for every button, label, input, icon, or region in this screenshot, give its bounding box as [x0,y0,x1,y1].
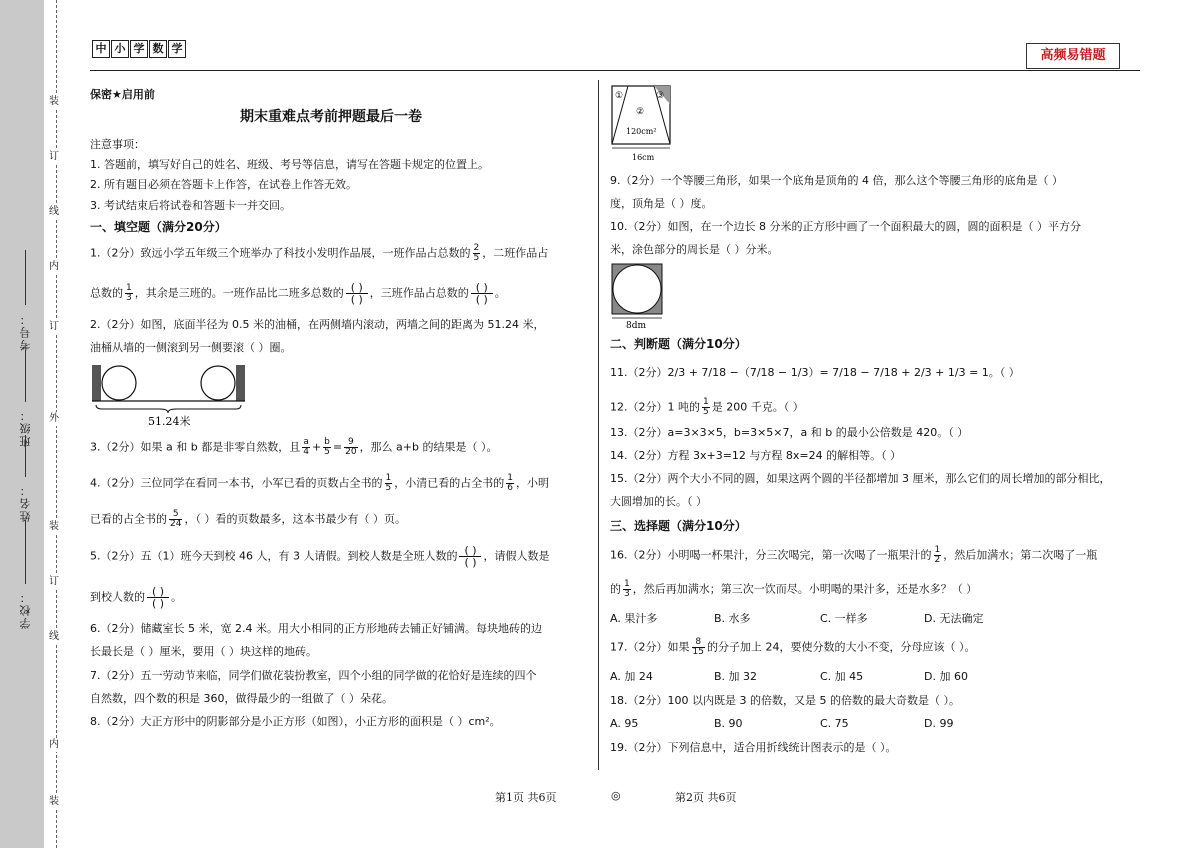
choice-option[interactable]: C. 75 [820,717,849,730]
fraction [323,438,331,457]
question-19: 19.（2分）下列信息中，适合用折线统计图表示的是（ ）。 [610,741,897,754]
name-line[interactable] [25,435,27,477]
side-length-label: 8dm [626,321,647,330]
denominator: 3 [624,589,630,599]
binding-mark: 外 [49,413,59,424]
question-5-line1 [90,545,549,568]
question-5-line2 [90,586,182,609]
inscribed-circle [613,265,661,313]
drum-end [201,366,235,400]
binding-mark: 内 [49,261,59,272]
section-judgement: 二、判断题（满分10分） [610,337,747,351]
page-number-right: 第2页 共6页 [675,791,737,804]
footer-mark: ◎ [611,789,621,802]
binding-mark: 装 [49,796,59,807]
left-column [90,0,595,848]
numerator: 1 [126,283,132,293]
choice-option[interactable]: C. 加 45 [820,670,864,683]
numerator-blank[interactable]: ( ) [459,545,481,557]
denominator: 5 [703,407,709,417]
question-14: 14.（2分）方程 3x+3=12 与方程 8x=24 的解相等。（ ） [610,449,902,462]
q1-text: ，三班作品占总数的 [369,286,469,300]
answer-blank-fraction[interactable] [459,545,481,568]
school-label: 学校： [19,590,32,629]
question-13: 13.（2分）a=3×3×5，b=3×5×7，a 和 b 的最小公倍数是 420。（ ） [610,426,969,439]
question-10-line2: 米，涂色部分的周长是（ ）分米。 [610,243,779,256]
region-3-label: ③ [656,91,665,101]
denominator: 20 [345,447,357,457]
logo-char: 中 [92,40,110,58]
numerator: 1 [624,579,630,589]
choice-option[interactable]: D. 99 [924,717,954,730]
question-1-line1 [90,244,548,263]
denominator-blank[interactable]: ( ) [350,293,363,306]
page-title: 期末重难点考前押题最后一卷 [240,109,422,125]
logo-char: 小 [111,40,129,58]
numerator: 5 [169,510,182,520]
fraction [692,638,705,657]
denominator: 5 [324,447,330,457]
q11-number: 11.（2分） [610,366,668,379]
right-column [610,0,1145,848]
notes-title: 注意事项： [90,138,145,151]
note-item: 2. 所有题目必须在答题卡上作答，在试卷上作答无效。 [90,178,357,191]
answer-blank-fraction[interactable] [471,282,493,305]
logo-char: 学 [130,40,148,58]
question-7-line2: 自然数，四个数的积是 360，做得最少的一组做了（ ）朵花。 [90,692,393,705]
numerator: 1 [507,473,513,483]
q1-text: 总数的 [90,286,123,300]
logo-char: 学 [168,40,186,58]
question-9-line2: 度，顶角是（ ）度。 [610,197,713,210]
note-item: 1. 答题前，填写好自己的姓名、班级、考号等信息，请写在答题卡规定的位置上。 [90,158,489,171]
fraction [473,244,481,263]
question-8: 8.（2分）大正方形中的阴影部分是小正方形（如图），小正方形的面积是（ ）cm²。 [90,715,501,728]
fraction [506,474,514,493]
question-2-line2: 油桶从墙的一侧滚到另一侧要滚（ ）圈。 [90,341,292,354]
numerator: 1 [934,545,941,555]
answer-blank-fraction[interactable] [346,282,368,305]
exam-number-label: 考号： [19,312,32,351]
column-divider [598,80,599,770]
numerator: 8 [692,638,705,648]
question-16-line1 [610,546,1097,565]
binding-mark: 订 [49,321,59,332]
figure-squares [610,84,680,164]
q5-text: 。 [171,590,182,604]
left-wall [92,365,101,401]
question-11 [610,366,1020,380]
question-9-line1: 9.（2分）一个等腰三角形，如果一个底角是顶角的 4 倍，那么这个等腰三角形的底角是（ ） [610,174,1063,187]
denominator-blank[interactable]: ( ) [151,597,165,610]
q16-text: 的 [610,582,621,596]
distance-label: 51.24米 [148,415,191,428]
numerator: 2 [473,243,480,253]
numerator-blank[interactable]: ( ) [346,282,368,294]
right-wall [236,365,245,401]
q1-text: 1.（2分）致远小学五年级三个班举办了科技小发明作品展，一班作品占总数的 [90,246,471,260]
choice-option[interactable]: D. 无法确定 [924,612,984,625]
q4-text: ，小明 [515,476,549,490]
question-12 [610,398,804,417]
class-line[interactable] [25,350,27,402]
question-6-line2: 长最长是（ ）厘米，要用（ ）块这样的地砖。 [90,645,317,658]
choice-option[interactable]: A. 果汁多 [610,612,658,625]
q16-text: ，然后加满水；第二次喝了一瓶 [943,548,1098,562]
fraction [169,510,182,529]
binding-mark: 装 [49,96,59,107]
drum-start [102,366,136,400]
choice-option[interactable]: A. 加 24 [610,670,653,683]
choice-option[interactable]: B. 水多 [714,612,751,625]
school-line[interactable] [25,520,27,584]
denominator: 24 [170,519,182,529]
binding-mark: 订 [49,151,59,162]
fraction [702,398,710,417]
distance-brace [96,405,241,413]
choice-option[interactable]: B. 加 32 [714,670,758,683]
q5-text: ，请假人数是 [483,549,550,563]
figure-circle-in-square [610,262,670,330]
question-15-line1: 15.（2分）两个大小不同的圆，如果这两个圆的半径都增加 3 厘米，那么它们的周长增加的部分相比， [610,472,1111,485]
q5-text: 5.（2分）五（1）班今天到校 46 人，有 3 人请假。到校人数是全班人数的 [90,549,458,563]
q4-text: ，（ ）看的页数最多，这本书最少有（ ）页。 [184,512,406,526]
q4-text: 4.（2分）三位同学在看同一本书，小军已看的页数占全书的 [90,476,383,490]
numerator: 1 [385,473,392,483]
denominator: 15 [692,647,704,657]
fraction [385,474,393,493]
denominator: 5 [385,483,392,493]
question-17 [610,638,975,657]
question-4-line2 [90,510,406,529]
frequent-error-badge: 高频易错题 [1026,43,1120,69]
q1-text: ，其余是三班的。一班作品比二班多总数的 [134,286,344,300]
answer-blank-fraction[interactable] [147,586,169,609]
q12-text: 是 200 千克。（ ） [711,400,804,414]
page-number-left: 第1页 共6页 [495,791,557,804]
region-1-label: ① [615,91,624,101]
numerator: 9 [344,438,357,448]
choice-option[interactable]: C. 一样多 [820,612,868,625]
binding-mark: 装 [49,521,59,532]
question-16-line2 [610,580,977,599]
q1-text: 。 [494,286,506,300]
binding-mark: 线 [49,206,59,217]
denominator: 6 [507,483,513,493]
fraction [125,284,133,303]
question-2-line1: 2.（2分）如图，底面半径为 0.5 米的油桶，在两侧墙内滚动，两墙之间的距离为 51.24 米， [90,318,545,331]
q12-text: 12.（2分）1 吨的 [610,400,700,414]
q1-text: ，二班作品占 [482,246,549,260]
fraction [623,580,631,599]
binding-mark: 线 [49,631,59,642]
question-7-line1: 7.（2分）五一劳动节来临，同学们做花装扮教室，四个小组的同学做的花恰好是连续的四个 [90,669,537,682]
q11-expression: 2/3 + 7/18 −（7/18 − 1/3）= 7/18 − 7/18 + 2/3 + 1/3 = 1。（ ） [667,366,1020,379]
numerator: b [324,437,330,447]
question-18: 18.（2分）100 以内既是 3 的倍数，又是 5 的倍数的最大奇数是（ ）。 [610,694,960,707]
section-fill-blank: 一、填空题（满分20分） [90,220,227,234]
q17-text: 17.（2分）如果 [610,640,690,654]
q16-text: ，然后再加满水；第三次一饮而尽。小明喝的果汁多，还是水多？（ ） [632,582,978,596]
confidential-label: 保密★启用前 [90,88,155,101]
region-2-label: ② [636,107,645,117]
denominator-blank[interactable]: ( ) [475,293,488,306]
question-6-line1: 6.（2分）储藏室长 5 米，宽 2.4 米。用大小相同的正方形地砖去铺正好铺满。每块地砖的边 [90,622,542,635]
denominator-blank[interactable]: ( ) [464,556,477,569]
fraction [344,438,357,457]
question-3 [90,438,498,457]
numerator: a [303,437,309,447]
q3-text: ，那么 a+b 的结果是（ ）。 [359,440,498,454]
exam-number-line[interactable] [25,250,27,305]
name-label: 姓名： [19,483,32,522]
q16-text: 16.（2分）小明喝一杯果汁，分三次喝完，第一次喝了一瓶果汁的 [610,548,932,562]
class-label: 班级： [19,408,32,447]
numerator-blank[interactable]: ( ) [147,586,169,598]
binding-mark: 订 [49,576,59,587]
denominator: 2 [934,555,941,565]
section-choice: 三、选择题（满分10分） [610,519,747,533]
note-item: 3. 考试结束后将试卷和答题卡一并交回。 [90,199,291,212]
q4-text: 已看的占全书的 [90,512,167,526]
denominator: 5 [473,253,480,263]
choice-option[interactable]: D. 加 60 [924,670,968,683]
q17-text: 的分子加上 24，要使分数的大小不变，分母应该（ ）。 [706,640,976,654]
denominator: 4 [303,447,309,457]
fraction [302,438,310,457]
operator: = [332,440,343,454]
question-4-line1 [90,474,549,493]
operator: + [311,440,322,454]
logo-char: 数 [149,40,167,58]
area-label: 120cm² [626,127,657,136]
fraction [934,546,942,565]
question-1-line2 [90,282,506,305]
question-15-line2: 大圆增加的长。（ ） [610,495,707,508]
q3-text: 3.（2分）如果 a 和 b 都是非零自然数，且 [90,440,301,454]
choice-option[interactable]: A. 95 [610,717,639,730]
denominator: 3 [126,293,132,303]
choice-option[interactable]: B. 90 [714,717,743,730]
question-10-line1: 10.（2分）如图，在一个边长 8 分米的正方形中画了一个面积最大的圆，圆的面积是（ ）平方分 [610,220,1081,233]
binding-mark: 内 [49,739,59,750]
side-length-label: 16cm [632,153,655,162]
q5-text: 到校人数的 [90,590,145,604]
numerator-blank[interactable]: ( ) [471,282,493,294]
figure-oil-drum [90,363,250,431]
numerator: 1 [703,397,709,407]
q4-text: ，小清已看的占全书的 [394,476,505,490]
